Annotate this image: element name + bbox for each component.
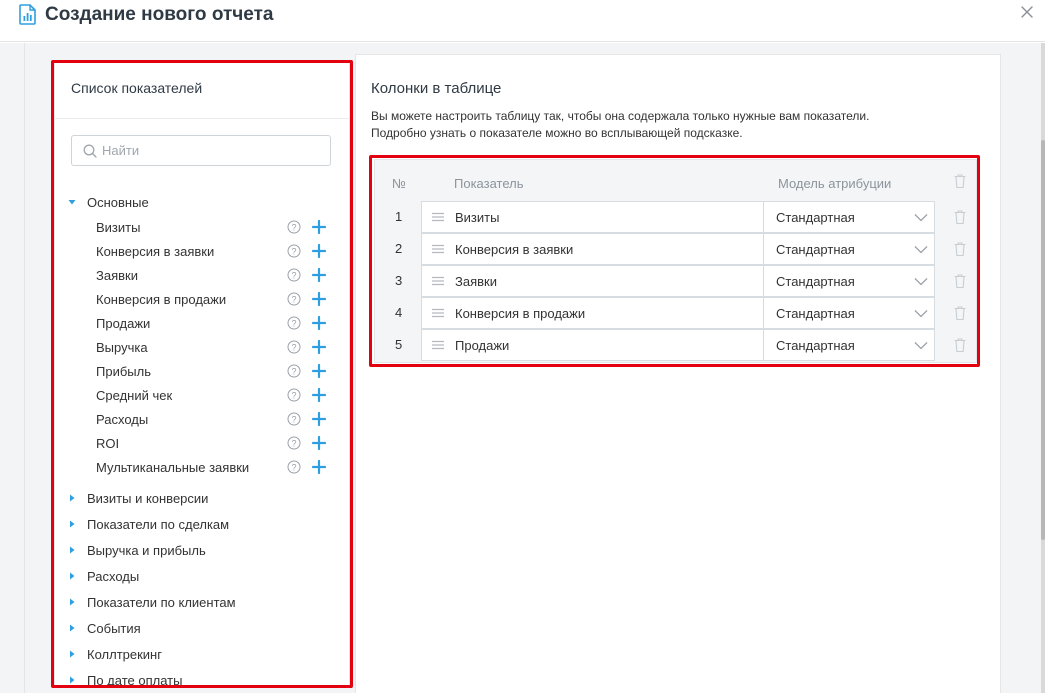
row-number: 4 (395, 305, 403, 320)
attribution-value: Стандартная (776, 210, 855, 225)
metric-label: Расходы (96, 411, 149, 427)
svg-text:?: ? (291, 366, 297, 377)
metric-label: Визиты (96, 219, 141, 235)
group-label: Основные (87, 194, 149, 210)
columns-description (371, 108, 869, 142)
svg-text:?: ? (291, 438, 297, 449)
attribution-value: Стандартная (776, 242, 855, 257)
svg-text:?: ? (291, 342, 297, 353)
header-attribution: Модель атрибуции (778, 176, 892, 191)
scrollbar-thumb[interactable] (1041, 140, 1045, 540)
metric-label: Конверсия в продажи (96, 291, 227, 307)
metric-label: Средний чек (96, 387, 173, 403)
group-label: Расходы (87, 568, 140, 584)
metric-label: Конверсия в заявки (96, 243, 215, 259)
svg-text:?: ? (291, 222, 297, 233)
group-label: Показатели по сделкам (87, 516, 230, 532)
row-number: 3 (395, 273, 403, 288)
description-line: Вы можете настроить таблицу так, чтобы она содержала только нужные вам показатели. (371, 109, 870, 123)
metric-label: ROI (96, 435, 120, 451)
modal-title: Создание нового отчета (45, 4, 274, 25)
header-number: № (392, 176, 406, 191)
report-icon (19, 4, 36, 25)
row-number: 5 (395, 337, 403, 352)
svg-text:?: ? (291, 462, 297, 473)
group-label: События (87, 620, 141, 636)
metric-label: Выручка (96, 339, 148, 355)
columns-panel (355, 54, 1001, 693)
svg-text:?: ? (291, 414, 297, 425)
highlight-frame-columns (369, 155, 980, 367)
metric-label: Прибыль (96, 363, 151, 379)
svg-text:?: ? (291, 318, 297, 329)
svg-text:?: ? (291, 270, 297, 281)
highlight-frame-metrics (51, 60, 353, 688)
row-number: 2 (395, 241, 403, 256)
metric-label: Продажи (96, 315, 151, 331)
group-label: По дате оплаты (87, 672, 183, 688)
description-line: Подробно узнать о показателе можно во всплывающей подсказке. (371, 126, 743, 140)
svg-text:?: ? (291, 390, 297, 401)
metric-name: Визиты (455, 210, 500, 225)
group-label: Показатели по клиентам (87, 594, 236, 610)
metric-label: Заявки (96, 267, 138, 283)
svg-text:?: ? (291, 246, 297, 257)
header-metric: Показатель (454, 176, 524, 191)
metric-name: Заявки (455, 274, 497, 289)
svg-text:?: ? (291, 294, 297, 305)
attribution-value: Стандартная (776, 338, 855, 353)
modal-header (0, 0, 1045, 42)
metric-name: Конверсия в заявки (455, 242, 574, 257)
group-label: Коллтрекинг (87, 646, 162, 662)
content-border (24, 43, 25, 693)
attribution-value: Стандартная (776, 274, 855, 289)
metric-name: Конверсия в продажи (455, 306, 586, 321)
group-label: Визиты и конверсии (87, 490, 209, 506)
metrics-list-title: Список показателей (71, 80, 203, 96)
columns-title: Колонки в таблице (371, 80, 502, 97)
row-number: 1 (395, 209, 403, 224)
attribution-value: Стандартная (776, 306, 855, 321)
metric-label: Мультиканальные заявки (96, 459, 250, 475)
group-label: Выручка и прибыль (87, 542, 206, 558)
metric-name: Продажи (455, 338, 510, 353)
close-icon[interactable] (1018, 3, 1036, 21)
